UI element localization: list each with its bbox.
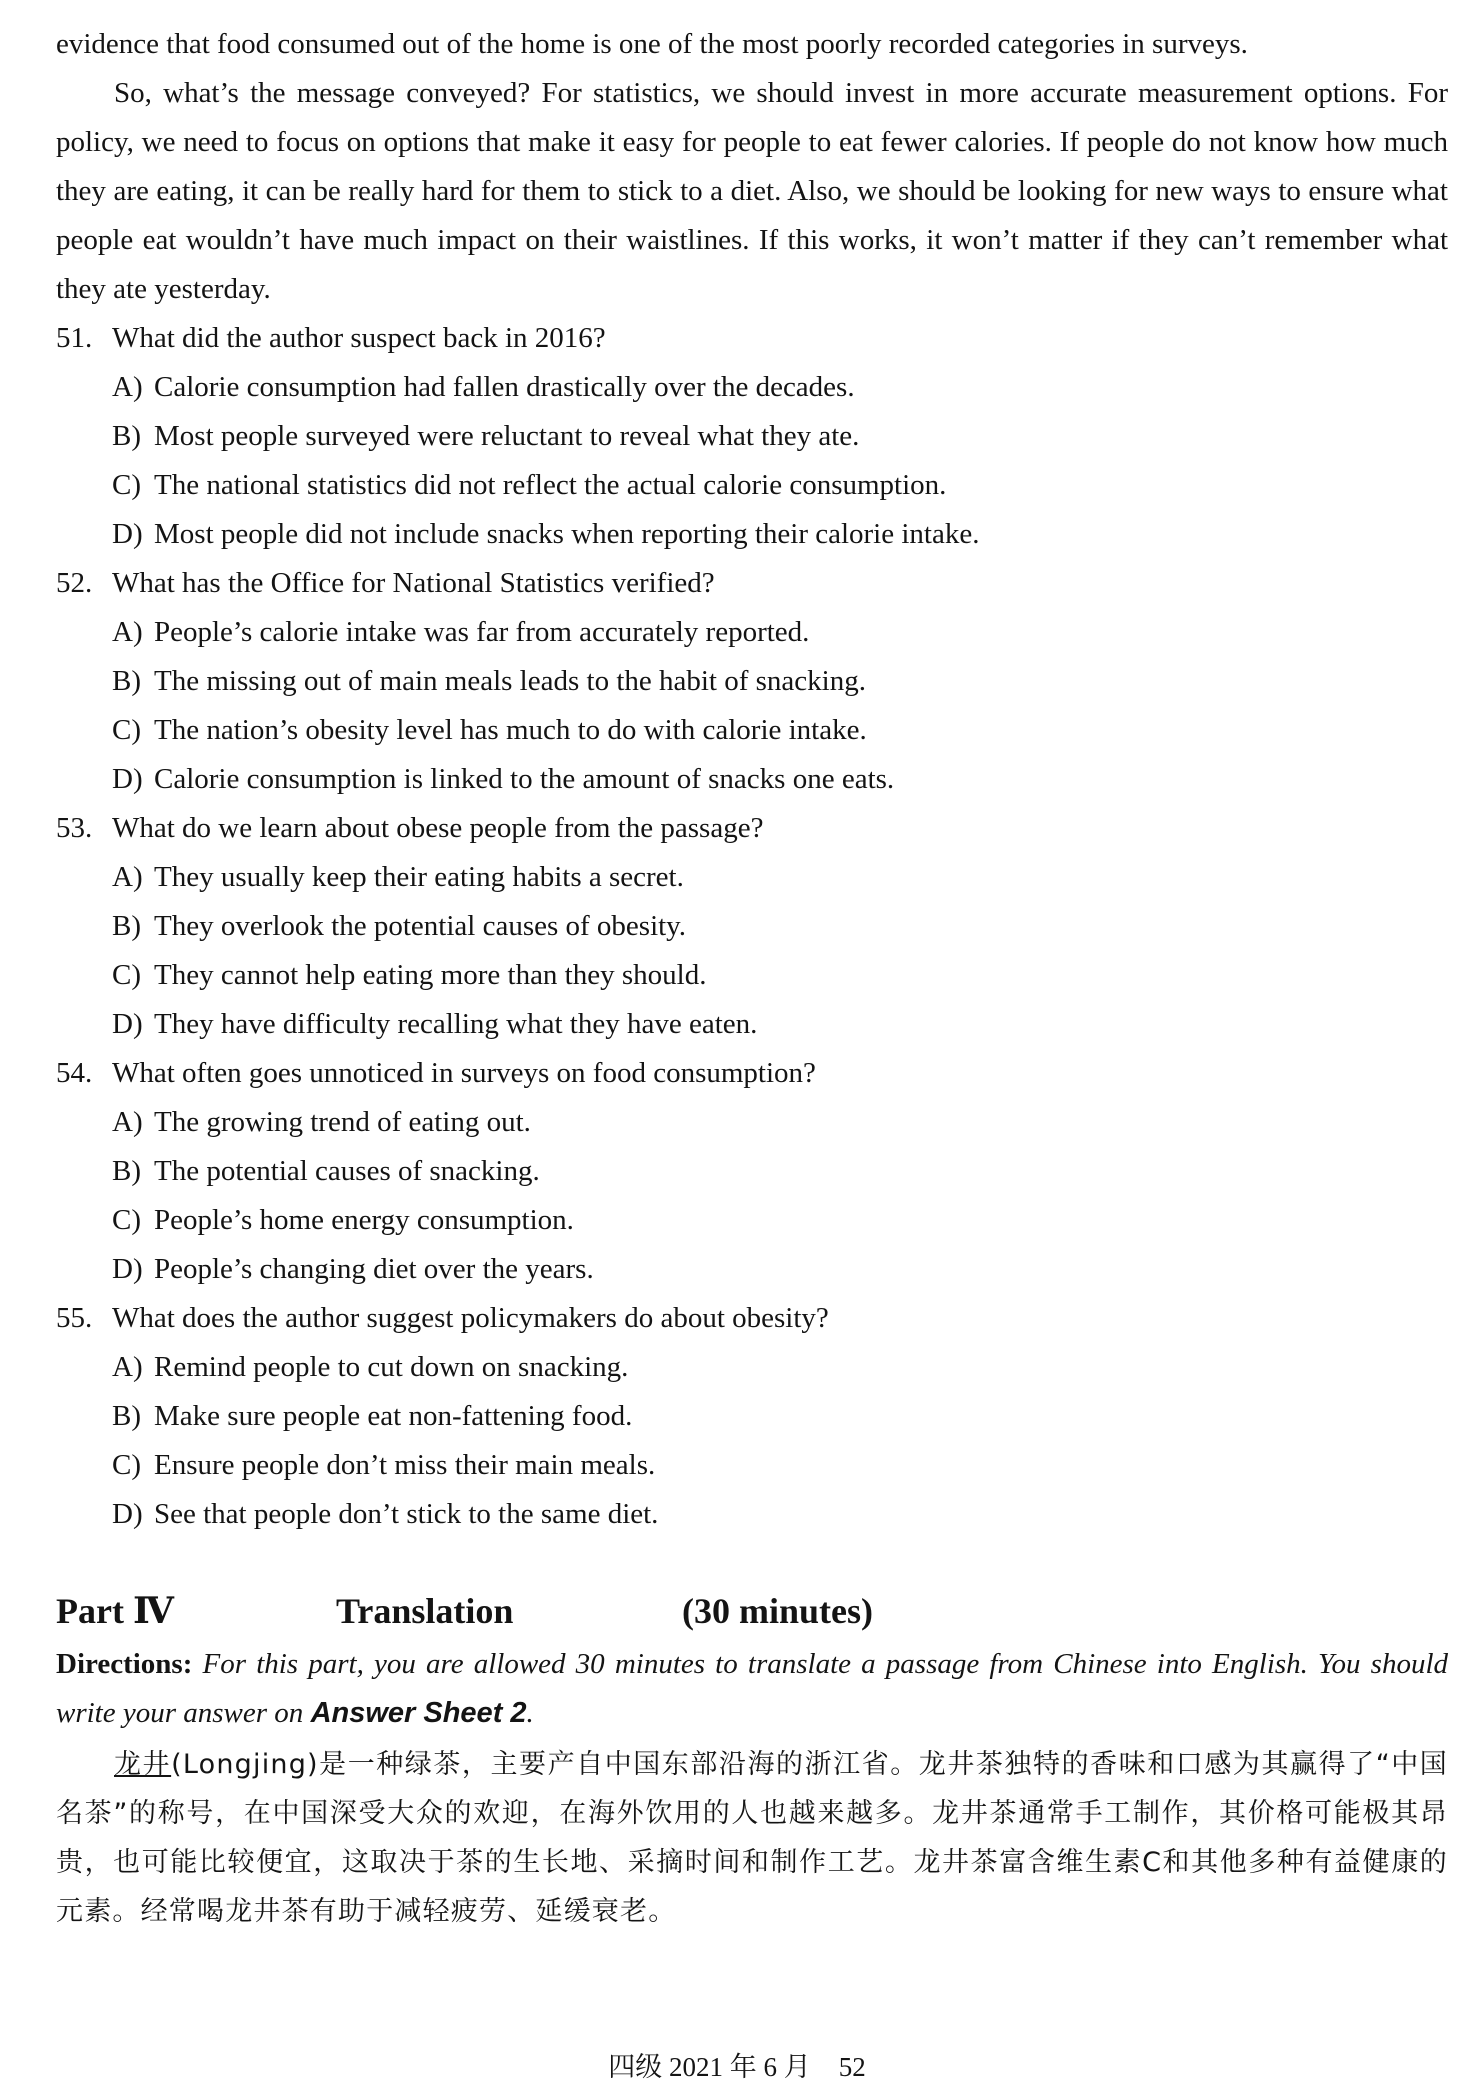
option-c[interactable]: [56, 951, 1448, 1000]
option-letter: D): [112, 518, 143, 550]
option-b[interactable]: [56, 412, 1448, 461]
option-letter: D): [112, 1253, 143, 1285]
question-number: 51.: [56, 322, 93, 354]
option-text: They usually keep their eating habits a secret.: [154, 861, 684, 893]
option-text: The growing trend of eating out.: [154, 1106, 531, 1138]
question-stem: [56, 1294, 1448, 1343]
question-52: [56, 559, 1448, 804]
option-letter: B): [112, 420, 141, 452]
question-53: [56, 804, 1448, 1049]
question-number: 53.: [56, 812, 93, 844]
option-list: [56, 1098, 1448, 1294]
option-text: Calorie consumption is linked to the amount of snacks one eats.: [154, 763, 895, 795]
option-text: The national statistics did not reflect the actual calorie consumption.: [154, 469, 947, 501]
option-text: People’s changing diet over the years.: [154, 1253, 594, 1285]
directions-end: .: [526, 1697, 534, 1729]
option-b[interactable]: [56, 657, 1448, 706]
option-b[interactable]: [56, 1147, 1448, 1196]
option-list: [56, 1343, 1448, 1539]
option-d[interactable]: [56, 1245, 1448, 1294]
option-letter: D): [112, 1008, 143, 1040]
part-time: (30 minutes): [682, 1591, 873, 1631]
option-list: [56, 363, 1448, 559]
question-number: 52.: [56, 567, 93, 599]
translation-underlined-term: 龙井: [114, 1749, 172, 1780]
option-d[interactable]: [56, 755, 1448, 804]
option-a[interactable]: [56, 363, 1448, 412]
option-text: They have difficulty recalling what they have eaten.: [154, 1008, 758, 1040]
directions-text: For this part, you are allowed 30 minutes to translate a passage from Chinese into English. You should write your answer on: [56, 1648, 1449, 1729]
option-d[interactable]: [56, 1000, 1448, 1049]
option-text: They overlook the potential causes of obesity.: [154, 910, 687, 942]
option-c[interactable]: [56, 706, 1448, 755]
part-label: Part Ⅳ: [56, 1591, 174, 1631]
option-letter: B): [112, 665, 141, 697]
question-stem: [56, 1049, 1448, 1098]
option-letter: C): [112, 959, 141, 991]
footer-exam-label: 四级 2021 年 6 月: [608, 2052, 811, 2082]
option-letter: C): [112, 469, 141, 501]
question-text: What has the Office for National Statistics verified?: [112, 567, 715, 599]
option-letter: B): [112, 1400, 141, 1432]
option-letter: C): [112, 1449, 141, 1481]
option-letter: B): [112, 1155, 141, 1187]
passage-paragraph-2: So, what’s the message conveyed? For statistics, we should invest in more accurate measurement options. For policy, we need to focus on options that make it easy for people to eat fewer calories. If people do not know how much they are eating, it can be really hard for them to stick to a diet. Also, we should be looking for new ways to ensure what people eat wouldn’t have much impact on their waistlines. If this works, it won’t matter if they can’t remember what they ate yesterday.: [56, 77, 1448, 305]
option-letter: D): [112, 763, 143, 795]
question-51: [56, 314, 1448, 559]
page-footer: [0, 2050, 1474, 2084]
option-letter: C): [112, 714, 141, 746]
option-letter: B): [112, 910, 141, 942]
option-text: Make sure people eat non-fattening food.: [154, 1400, 633, 1432]
option-letter: A): [112, 861, 143, 893]
page-number: 52: [838, 2052, 866, 2082]
option-c[interactable]: [56, 1441, 1448, 1490]
answer-sheet-label: Answer Sheet 2: [310, 1697, 527, 1729]
question-text: What do we learn about obese people from the passage?: [112, 812, 764, 844]
option-text: See that people don’t stick to the same diet.: [154, 1498, 659, 1530]
part-header: [56, 1586, 1448, 1636]
question-text: What did the author suspect back in 2016?: [112, 322, 606, 354]
option-list: [56, 608, 1448, 804]
part-title: Translation: [336, 1591, 514, 1631]
translation-passage: [56, 1740, 1448, 1936]
question-number: 54.: [56, 1057, 93, 1089]
question-text: What does the author suggest policymakers do about obesity?: [112, 1302, 829, 1334]
option-letter: A): [112, 616, 143, 648]
option-text: People’s home energy consumption.: [154, 1204, 574, 1236]
question-number: 55.: [56, 1302, 93, 1334]
option-text: They cannot help eating more than they should.: [154, 959, 707, 991]
option-d[interactable]: [56, 510, 1448, 559]
option-b[interactable]: [56, 902, 1448, 951]
question-54: [56, 1049, 1448, 1294]
option-c[interactable]: [56, 461, 1448, 510]
option-text: People’s calorie intake was far from accurately reported.: [154, 616, 810, 648]
option-text: Ensure people don’t miss their main meals.: [154, 1449, 656, 1481]
option-text: Remind people to cut down on snacking.: [154, 1351, 629, 1383]
option-text: The nation’s obesity level has much to do with calorie intake.: [154, 714, 867, 746]
option-letter: A): [112, 1106, 143, 1138]
option-list: [56, 853, 1448, 1049]
option-a[interactable]: [56, 853, 1448, 902]
question-stem: [56, 559, 1448, 608]
option-text: The missing out of main meals leads to the habit of snacking.: [154, 665, 866, 697]
question-55: [56, 1294, 1448, 1539]
option-a[interactable]: [56, 1098, 1448, 1147]
option-letter: A): [112, 1351, 143, 1383]
option-a[interactable]: [56, 608, 1448, 657]
passage-line-1: evidence that food consumed out of the home is one of the most poorly recorded categories in surveys.: [56, 28, 1248, 60]
option-a[interactable]: [56, 1343, 1448, 1392]
option-text: Most people surveyed were reluctant to reveal what they ate.: [154, 420, 860, 452]
option-b[interactable]: [56, 1392, 1448, 1441]
option-letter: A): [112, 371, 143, 403]
option-letter: C): [112, 1204, 141, 1236]
option-text: The potential causes of snacking.: [154, 1155, 540, 1187]
option-c[interactable]: [56, 1196, 1448, 1245]
exam-page: [56, 20, 1448, 1936]
option-text: Most people did not include snacks when reporting their calorie intake.: [154, 518, 980, 550]
directions-label: Directions:: [56, 1648, 193, 1680]
translation-text: (Longjing)是一种绿茶，主要产自中国东部沿海的浙江省。龙井茶独特的香味和口感为其赢得了“中国名茶”的称号，在中国深受大众的欢迎，在海外饮用的人也越来越多。龙井茶通常手工制作，其价格可能极其昂贵，也可能比较便宜，这取决于茶的生长地、采摘时间和制作工艺。龙井茶富含维生素C和其他多种有益健康的元素。经常喝龙井茶有助于减轻疲劳、延缓衰老。: [56, 1749, 1448, 1927]
question-stem: [56, 314, 1448, 363]
option-text: Calorie consumption had fallen drastically over the decades.: [154, 371, 855, 403]
question-text: What often goes unnoticed in surveys on food consumption?: [112, 1057, 816, 1089]
question-stem: [56, 804, 1448, 853]
directions: [56, 1640, 1448, 1738]
option-letter: D): [112, 1498, 143, 1530]
option-d[interactable]: [56, 1490, 1448, 1539]
